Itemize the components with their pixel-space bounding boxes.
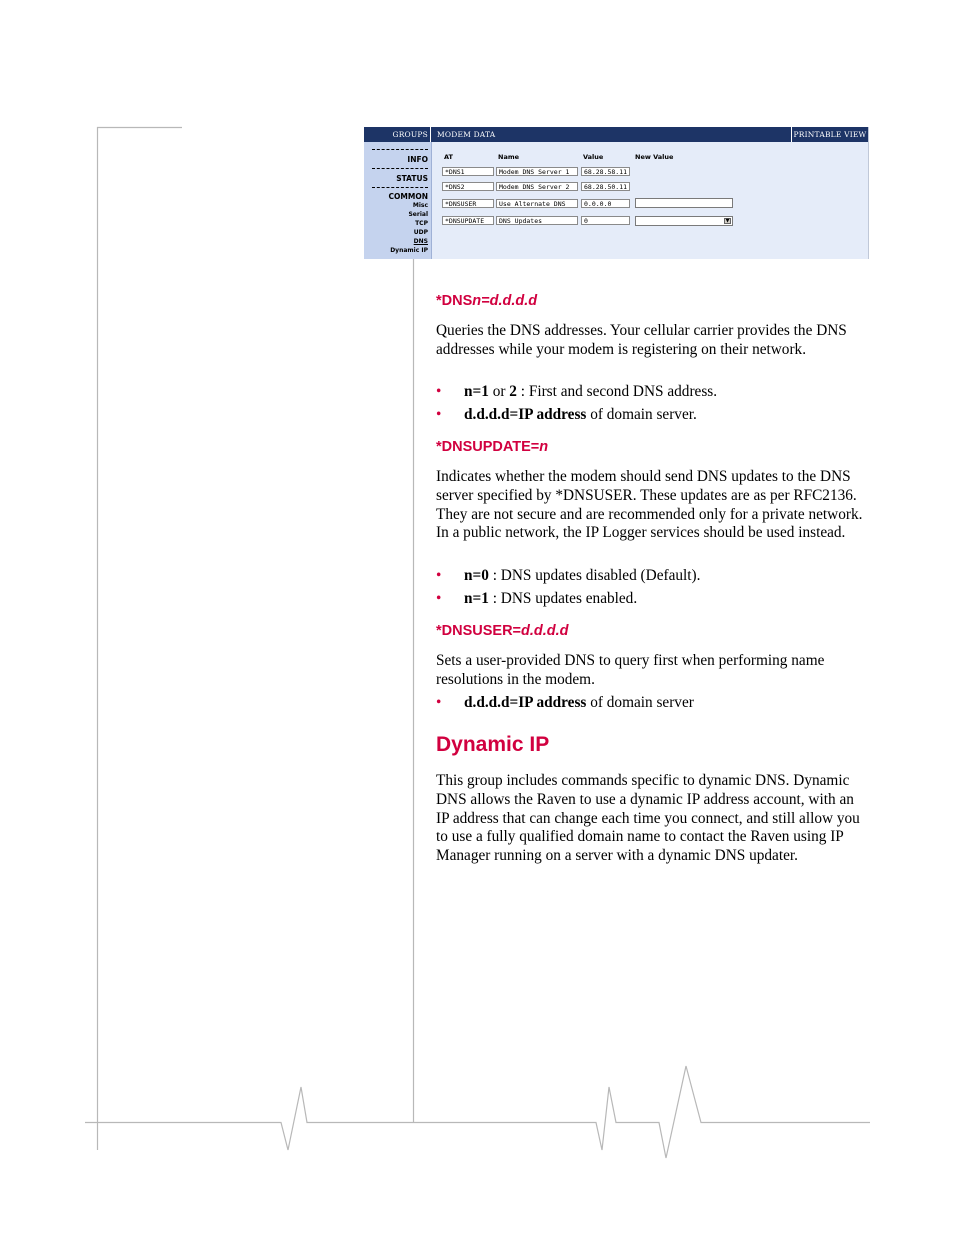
sidebar-item-serial[interactable]: Serial: [408, 211, 428, 218]
dnsupdate-command-argument: n: [539, 439, 549, 455]
list-item-text: d.d.d.d=IP address of domain server: [464, 694, 694, 711]
dnsuser-description: Sets a user-provided DNS to query first when performing name resolutions in the modem.: [436, 652, 825, 688]
groups-sidebar: [364, 142, 432, 259]
dynamic-ip-description: This group includes commands specific to dynamic DNS. Dynamic DNS allows the Raven to use a dynamic IP address account, with an IP address that can change each time you connect, and still allow you to use a fully qualified domain name to contact the Raven using IP Manager running on a server with a dynamic DNS updater.: [436, 772, 860, 865]
bullet-marker: •: [436, 567, 442, 584]
sidebar-item-info[interactable]: INFO: [407, 155, 428, 164]
sidebar-separator: [372, 149, 428, 150]
sidebar-item-tcp[interactable]: TCP: [415, 220, 428, 227]
groups-tab[interactable]: GROUPS: [364, 127, 431, 142]
sidebar-item-dns[interactable]: DNS: [413, 238, 428, 245]
cell-value: 68.28.50.11: [581, 182, 630, 191]
bullet-marker: •: [436, 590, 442, 607]
modem-data-tab[interactable]: MODEM DATA: [437, 130, 496, 139]
modem-config-screenshot: [364, 127, 869, 259]
dnsupdate-new-value-select[interactable]: [635, 216, 733, 226]
sidebar-item-misc[interactable]: Misc: [412, 202, 428, 209]
cell-name: Use Alternate DNS: [496, 199, 578, 208]
dns-command-name: *DNS: [436, 293, 473, 309]
sidebar-separator: [372, 187, 428, 188]
cell-at: *DNSUPDATE: [442, 216, 494, 225]
column-header-name: Name: [498, 153, 520, 161]
screenshot-topbar: [364, 127, 868, 142]
cell-name: DNS Updates: [496, 216, 578, 225]
printable-view-link[interactable]: PRINTABLE VIEW: [791, 127, 868, 142]
cell-name: Modem DNS Server 1: [496, 167, 578, 176]
sidebar-item-status[interactable]: STATUS: [396, 174, 428, 183]
chevron-down-icon[interactable]: ▼: [725, 218, 730, 224]
cell-at: *DNS2: [442, 182, 494, 191]
dnsupdate-description: Indicates whether the modem should send DNS updates to the DNS server specified by *DNSUSER. These updates are as per RFC2136. They are not secure and are recommended only for a private network. In a public network, the IP Logger services should be used instead.: [436, 468, 863, 542]
cell-at: *DNSUSER: [442, 199, 494, 208]
cell-value: 68.28.58.11: [581, 167, 630, 176]
sidebar-item-dynamic-ip[interactable]: Dynamic IP: [390, 247, 428, 254]
dnsuser-command-heading: [436, 623, 569, 639]
list-item-text: n=1 or 2 : First and second DNS address.: [464, 383, 718, 400]
cell-at: *DNS1: [442, 167, 494, 176]
column-header-at: AT: [444, 153, 453, 161]
column-header-new-value: New Value: [635, 153, 674, 161]
dynamic-ip-heading: Dynamic IP: [436, 733, 550, 756]
column-header-value: Value: [583, 153, 604, 161]
sidebar-item-common[interactable]: COMMON: [388, 192, 428, 201]
cell-value: 0.0.0.0: [581, 199, 630, 208]
dnsupdate-command-heading: [436, 439, 548, 455]
list-item-text: n=1 : DNS updates enabled.: [464, 590, 638, 607]
dnsuser-new-value-input[interactable]: [635, 198, 733, 208]
modem-data-table: [432, 142, 868, 259]
cell-value: 0: [581, 216, 630, 225]
bullet-marker: •: [436, 383, 442, 400]
dns-command-heading: [436, 293, 537, 309]
list-item-text: n=0 : DNS updates disabled (Default).: [464, 567, 701, 584]
bullet-marker: •: [436, 406, 442, 423]
dnsuser-command-name: *DNSUSER=: [436, 623, 522, 639]
sidebar-item-udp[interactable]: UDP: [413, 229, 428, 236]
cell-name: Modem DNS Server 2: [496, 182, 578, 191]
sidebar-separator: [372, 168, 428, 169]
dnsupdate-command-name: *DNSUPDATE=: [436, 439, 540, 455]
bullet-marker: •: [436, 694, 442, 711]
list-item-text: d.d.d.d=IP address of domain server.: [464, 406, 697, 423]
dns-description: Queries the DNS addresses. Your cellular carrier provides the DNS addresses while your modem is registering on their network.: [436, 322, 847, 358]
dns-command-argument: n=d.d.d.d: [472, 293, 538, 309]
dnsuser-command-argument: d.d.d.d: [521, 623, 569, 639]
